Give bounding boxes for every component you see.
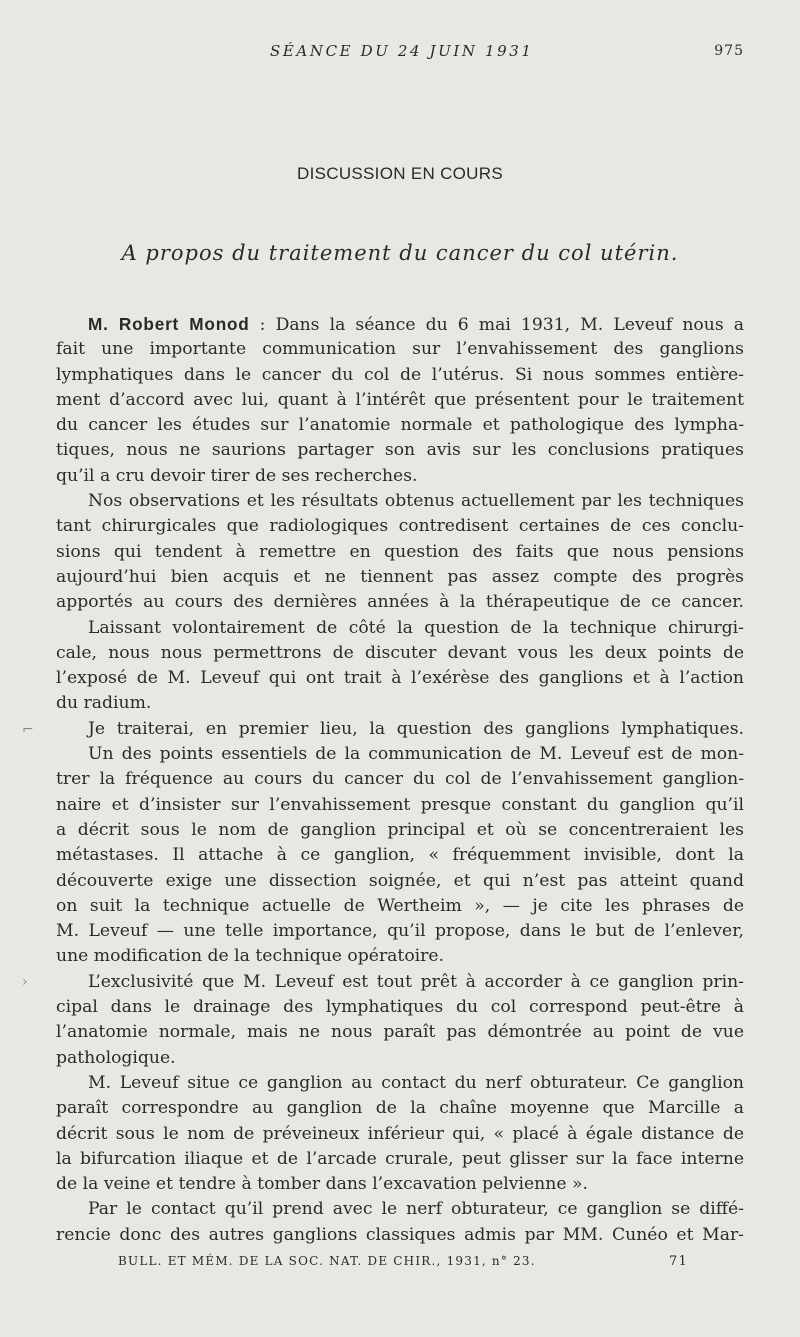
body-line: métastases. Il attache à ce ganglion, « fréquemment invisible, dont la xyxy=(56,845,744,866)
body-line: tiques, nous ne saurions partager son avis sur les conclusions pratiques xyxy=(56,440,744,461)
body-line: rencie donc des autres ganglions classiques admis par MM. Cunéo et Mar- xyxy=(56,1224,744,1245)
body-line: lymphatiques dans le cancer du col de l’utérus. Si nous sommes entière- xyxy=(56,364,744,385)
running-header xyxy=(0,42,800,66)
article-title: A propos du traitement du cancer du col utérin. xyxy=(121,241,679,265)
body-line: L’exclusivité que M. Leveuf est tout prêt à accorder à ce ganglion prin- xyxy=(88,971,744,992)
body-line: la bifurcation iliaque et de l’arcade crurale, peut glisser sur la face interne xyxy=(56,1148,744,1169)
body-line: apportés au cours des dernières années à la thérapeutique de ce cancer. xyxy=(56,592,744,613)
body-line: sions qui tendent à remettre en question des faits que nous pensions xyxy=(56,541,744,562)
body-line: cipal dans le drainage des lymphatiques du col correspond peut-être à xyxy=(56,997,744,1018)
body-line: a décrit sous le nom de ganglion principal et où se concentreraient les xyxy=(56,819,744,840)
body-line: l’exposé de M. Leveuf qui ont trait à l’exérèse des ganglions et à l’action xyxy=(56,668,744,689)
body-line: ment d’accord avec lui, quant à l’intérêt que présentent pour le traitement xyxy=(56,389,744,410)
body-line: une modification de la technique opératoire. xyxy=(56,946,445,967)
body-line: Laissant volontairement de côté la question de la technique chirurgi- xyxy=(88,617,744,638)
author-name: M. Robert Monod xyxy=(88,314,250,334)
body-line: trer la fréquence au cours du cancer du col de l’envahissement ganglion- xyxy=(56,769,744,790)
body-line: fait une importante communication sur l’envahissement des ganglions xyxy=(56,339,744,360)
body-line: paraît correspondre au ganglion de la chaîne moyenne que Marcille a xyxy=(56,1098,744,1119)
body-line: de la veine et tendre à tomber dans l’excavation pelvienne ». xyxy=(56,1174,588,1195)
body-line: qu’il a cru devoir tirer de ses recherches. xyxy=(56,465,418,486)
body-line: M. Leveuf — une telle importance, qu’il propose, dans le but de l’enlever, xyxy=(56,921,744,942)
body-line: aujourd’hui bien acquis et ne tiennent pas assez compte des progrès xyxy=(56,566,744,587)
body-line: Par le contact qu’il prend avec le nerf obturateur, ce ganglion se diffé- xyxy=(88,1199,744,1220)
body-line: l’anatomie normale, mais ne nous paraît pas démontrée au point de vue xyxy=(56,1022,744,1043)
footer-signature: 71 xyxy=(669,1254,688,1269)
running-title: SÉANCE DU 24 JUIN 1931 xyxy=(270,42,534,60)
section-heading: DISCUSSION EN COURS xyxy=(297,164,503,183)
footer-citation: BULL. ET MÉM. DE LA SOC. NAT. DE CHIR., 1931, n° 23. xyxy=(118,1254,536,1268)
body-line: cale, nous nous permettrons de discuter devant vous les deux points de xyxy=(56,642,744,663)
body-line: du radium. xyxy=(56,693,152,714)
body-line: Nos observations et les résultats obtenus actuellement par les techniques xyxy=(88,491,744,512)
body-line: M. Leveuf situe ce ganglion au contact du nerf obturateur. Ce ganglion xyxy=(88,1072,744,1093)
footer xyxy=(118,1254,688,1274)
body-line: naire et d’insister sur l’envahissement presque constant du ganglion qu’il xyxy=(56,794,744,815)
margin-mark-icon: › xyxy=(22,974,28,990)
margin-mark-icon: ⌐ xyxy=(22,722,34,738)
body-line: tant chirurgicales que radiologiques contredisent certaines de ces conclu- xyxy=(56,516,744,537)
body-line: du cancer les études sur l’anatomie normale et pathologique des lympha- xyxy=(56,415,744,436)
body-line: décrit sous le nom de préveineux inférieur qui, « placé à égale distance de xyxy=(56,1123,744,1144)
body-line: Un des points essentiels de la communication de M. Leveuf est de mon- xyxy=(88,744,744,765)
body-line: découverte exige une dissection soignée, et qui n’est pas atteint quand xyxy=(56,870,744,891)
body-line: Je traiterai, en premier lieu, la question des ganglions lymphatiques. xyxy=(88,718,744,739)
page-number: 975 xyxy=(714,43,744,59)
body-line: M. Robert Monod : Dans la séance du 6 mai 1931, M. Leveuf nous a xyxy=(88,314,744,335)
body-line: pathologique. xyxy=(56,1047,176,1068)
body-line: on suit la technique actuelle de Wertheim », — je cite les phrases de xyxy=(56,895,744,916)
article-body xyxy=(56,312,744,1248)
